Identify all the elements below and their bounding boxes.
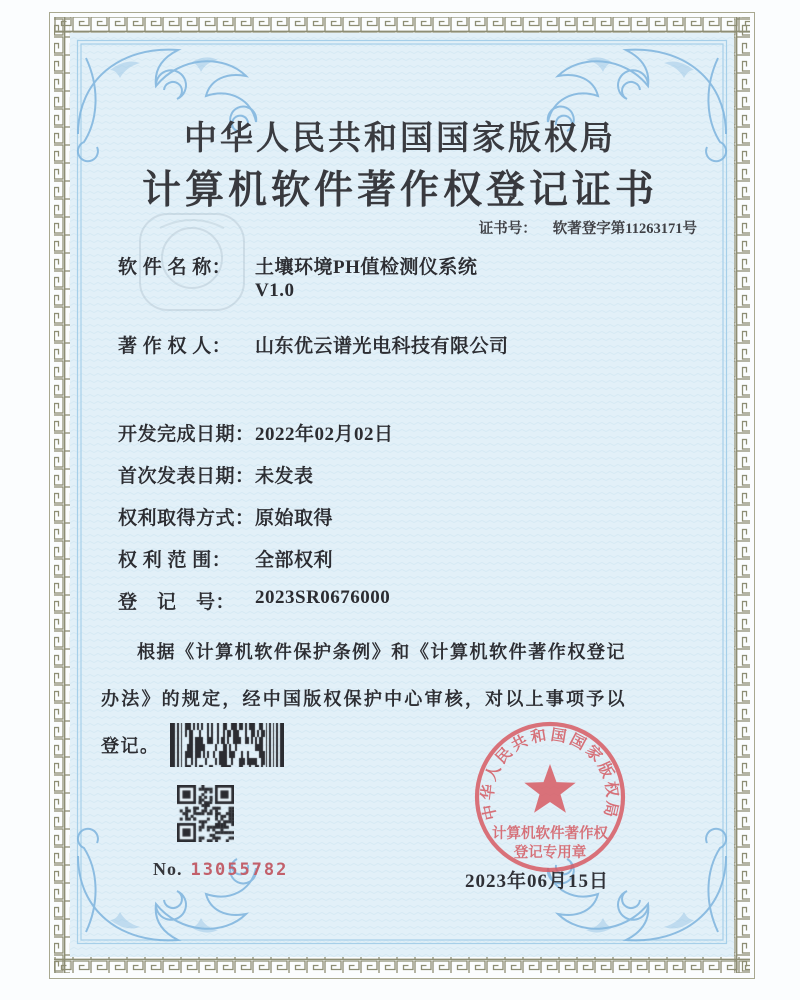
official-seal-stamp — [462, 707, 638, 883]
field-value: 全部权利 — [255, 550, 334, 571]
seal-ring-text: 中华人民共和国国家版权局 — [479, 726, 621, 822]
field-value: 原始取得 — [255, 508, 334, 529]
field-value: 山东优云谱光电科技有限公司 — [255, 336, 509, 357]
field-value: 2022年02月02日 — [255, 424, 394, 445]
certificate-number-label: 证书号： — [478, 221, 537, 237]
qr-code — [177, 785, 234, 842]
certificate-number-line — [479, 217, 697, 238]
seal-line2: 登记专用章 — [513, 845, 587, 861]
field-label: 软 件 名 称： — [118, 257, 232, 278]
certificate-number-value: 软著登字第11263171号 — [552, 221, 697, 237]
field-value: 土壤环境PH值检测仪系统 — [255, 257, 478, 278]
field-label: 权利取得方式： — [118, 508, 255, 529]
field-label: 开发完成日期： — [118, 424, 255, 445]
serial-number-line — [153, 859, 288, 880]
field-label: 登 记 号： — [118, 592, 236, 613]
serial-label: No. — [153, 859, 183, 879]
field-value-version: V1.0 — [255, 280, 295, 301]
seal-line1: 计算机软件著作权 — [492, 826, 608, 842]
red-star-icon — [524, 764, 575, 813]
field-label: 首次发表日期： — [118, 466, 255, 487]
certificate-title: 计算机软件著作权登记证书 — [141, 169, 658, 212]
field-label: 著 作 权 人： — [118, 336, 232, 357]
issuing-authority: 中华人民共和国国家版权局 — [184, 121, 616, 157]
registration-statement: 根据《计算机软件保护条例》和《计算机软件著作权登记办法》的规定，经中国版权保护中心审核，对以上事项予以登记。 — [101, 642, 626, 756]
barcode — [170, 723, 284, 767]
issue-date: 2023年06月15日 — [464, 871, 609, 892]
field-label: 权 利 范 围： — [118, 550, 232, 571]
serial-number: 13055782 — [190, 860, 289, 880]
field-value: 2023SR0676000 — [255, 587, 391, 608]
field-value: 未发表 — [255, 466, 314, 487]
